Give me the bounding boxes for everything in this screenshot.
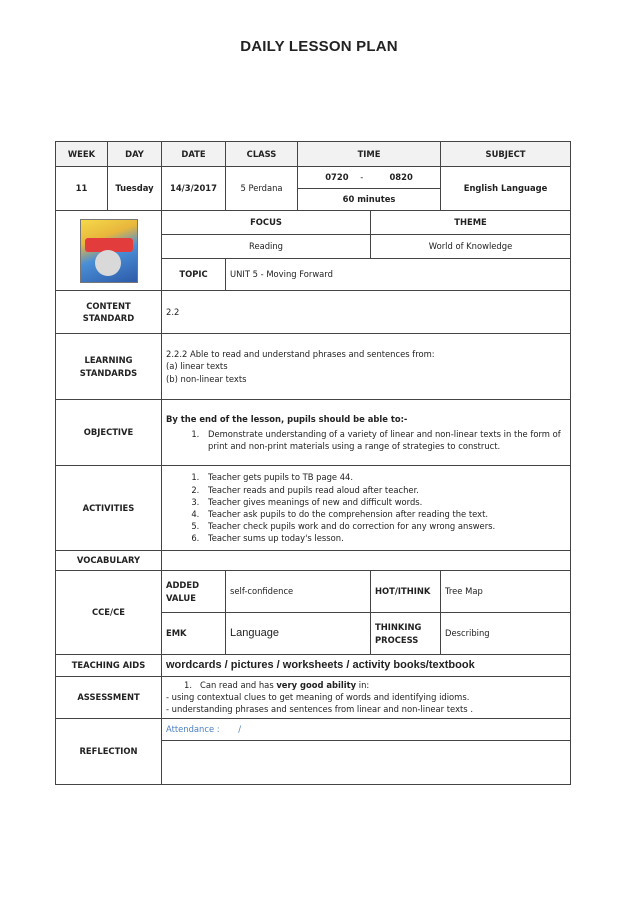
assessment-line: - understanding phrases and sentences from linear and non-linear texts .: [166, 704, 473, 715]
class-header: CLASS: [226, 142, 298, 167]
topic-value: UNIT 5 - Moving Forward: [226, 259, 571, 291]
attendance-label: Attendance :: [166, 723, 220, 734]
focus-header-row: [56, 211, 571, 235]
thinking-process-label: THINKING PROCESS: [371, 613, 441, 655]
vocabulary-row: [56, 551, 571, 571]
activity-item: 3. Teacher gives meanings of new and difficult words.: [202, 496, 566, 508]
activities-value: [162, 466, 571, 551]
learning-standards-value: [162, 334, 571, 400]
duration-value: 60 minutes: [298, 189, 441, 211]
day-header: DAY: [108, 142, 162, 167]
teaching-aids-value: wordcards / pictures / worksheets / activity books/textbook: [162, 655, 571, 677]
assessment-value: [162, 677, 571, 719]
week-value: 11: [56, 167, 108, 211]
assessment-item: 1. Can read and has very good ability in:: [184, 680, 370, 690]
learning-standards-row: [56, 334, 571, 400]
cce-row-1: [56, 571, 571, 613]
assessment-highlight: very good ability: [276, 680, 357, 690]
time-range: [298, 167, 441, 189]
learning-standard-line: (b) non-linear texts: [166, 373, 247, 384]
reflection-row-1: [56, 718, 571, 740]
theme-header: THEME: [371, 211, 571, 235]
assessment-line: - using contextual clues to get meaning of words and identifying idioms.: [166, 692, 470, 703]
activity-item: 5. Teacher check pupils work and do correction for any wrong answers.: [202, 520, 566, 532]
page-title: DAILY LESSON PLAN: [240, 38, 398, 55]
content-standard-row: [56, 291, 571, 334]
textbook-cover-image: [80, 219, 138, 283]
activity-item: 2. Teacher reads and pupils read aloud after teacher.: [202, 484, 566, 496]
objective-item: 1. Demonstrate understanding of a variety of linear and non-linear texts in the form of print and non-print materials using a range of strategies to construct.: [202, 428, 566, 452]
focus-value: Reading: [162, 235, 371, 259]
vocabulary-label: VOCABULARY: [56, 551, 162, 571]
topic-label: TOPIC: [162, 259, 226, 291]
learning-standard-line: 2.2.2 Able to read and understand phrases and sentences from:: [166, 349, 435, 360]
added-value-label: ADDED VALUE: [162, 571, 226, 613]
cce-label: CCE/CE: [56, 571, 162, 655]
attendance-slash: /: [238, 723, 242, 734]
activity-item: 4. Teacher ask pupils to do the comprehension after reading the text.: [202, 508, 566, 520]
vocabulary-value: [162, 551, 571, 571]
reflection-label: REFLECTION: [56, 718, 162, 784]
objective-label: OBJECTIVE: [56, 400, 162, 466]
activities-list: [166, 471, 566, 544]
hot-value: Tree Map: [441, 571, 571, 613]
time-separator: -: [360, 172, 364, 183]
date-header: DATE: [162, 142, 226, 167]
objective-intro: By the end of the lesson, pupils should be able to:-: [166, 413, 408, 424]
date-value: 14/3/2017: [162, 167, 226, 211]
time-start: 0720: [325, 172, 349, 183]
emk-label: EMK: [162, 613, 226, 655]
objective-list: [166, 428, 566, 452]
objective-value: [162, 400, 571, 466]
learning-standards-label: LEARNING STANDARDS: [56, 334, 162, 400]
content-standard-label: CONTENT STANDARD: [56, 291, 162, 334]
week-header: WEEK: [56, 142, 108, 167]
lesson-plan-table: [55, 141, 571, 785]
class-value: 5 Perdana: [226, 167, 298, 211]
thinking-process-value: Describing: [441, 613, 571, 655]
day-value: Tuesday: [108, 167, 162, 211]
activities-label: ACTIVITIES: [56, 466, 162, 551]
assessment-label: ASSESSMENT: [56, 677, 162, 719]
activity-item: 1. Teacher gets pupils to TB page 44.: [202, 471, 566, 483]
content-standard-value: 2.2: [162, 291, 571, 334]
reflection-notes: [162, 740, 571, 784]
info-row: [56, 167, 571, 189]
time-header: TIME: [298, 142, 441, 167]
teaching-aids-row: [56, 655, 571, 677]
textbook-cover-cell: [56, 211, 162, 291]
subject-header: SUBJECT: [441, 142, 571, 167]
focus-header: FOCUS: [162, 211, 371, 235]
emk-value: Language: [226, 613, 371, 655]
added-value-value: self-confidence: [226, 571, 371, 613]
teaching-aids-label: TEACHING AIDS: [56, 655, 162, 677]
learning-standard-line: (a) linear texts: [166, 361, 228, 372]
time-end: 0820: [389, 172, 413, 183]
subject-value: English Language: [441, 167, 571, 211]
activities-row: [56, 466, 571, 551]
header-row: [56, 142, 571, 167]
hot-label: HOT/ITHINK: [371, 571, 441, 613]
activity-item: 6. Teacher sums up today's lesson.: [202, 532, 566, 544]
objective-row: [56, 400, 571, 466]
theme-value: World of Knowledge: [371, 235, 571, 259]
assessment-row: [56, 677, 571, 719]
attendance-line: [162, 718, 571, 740]
